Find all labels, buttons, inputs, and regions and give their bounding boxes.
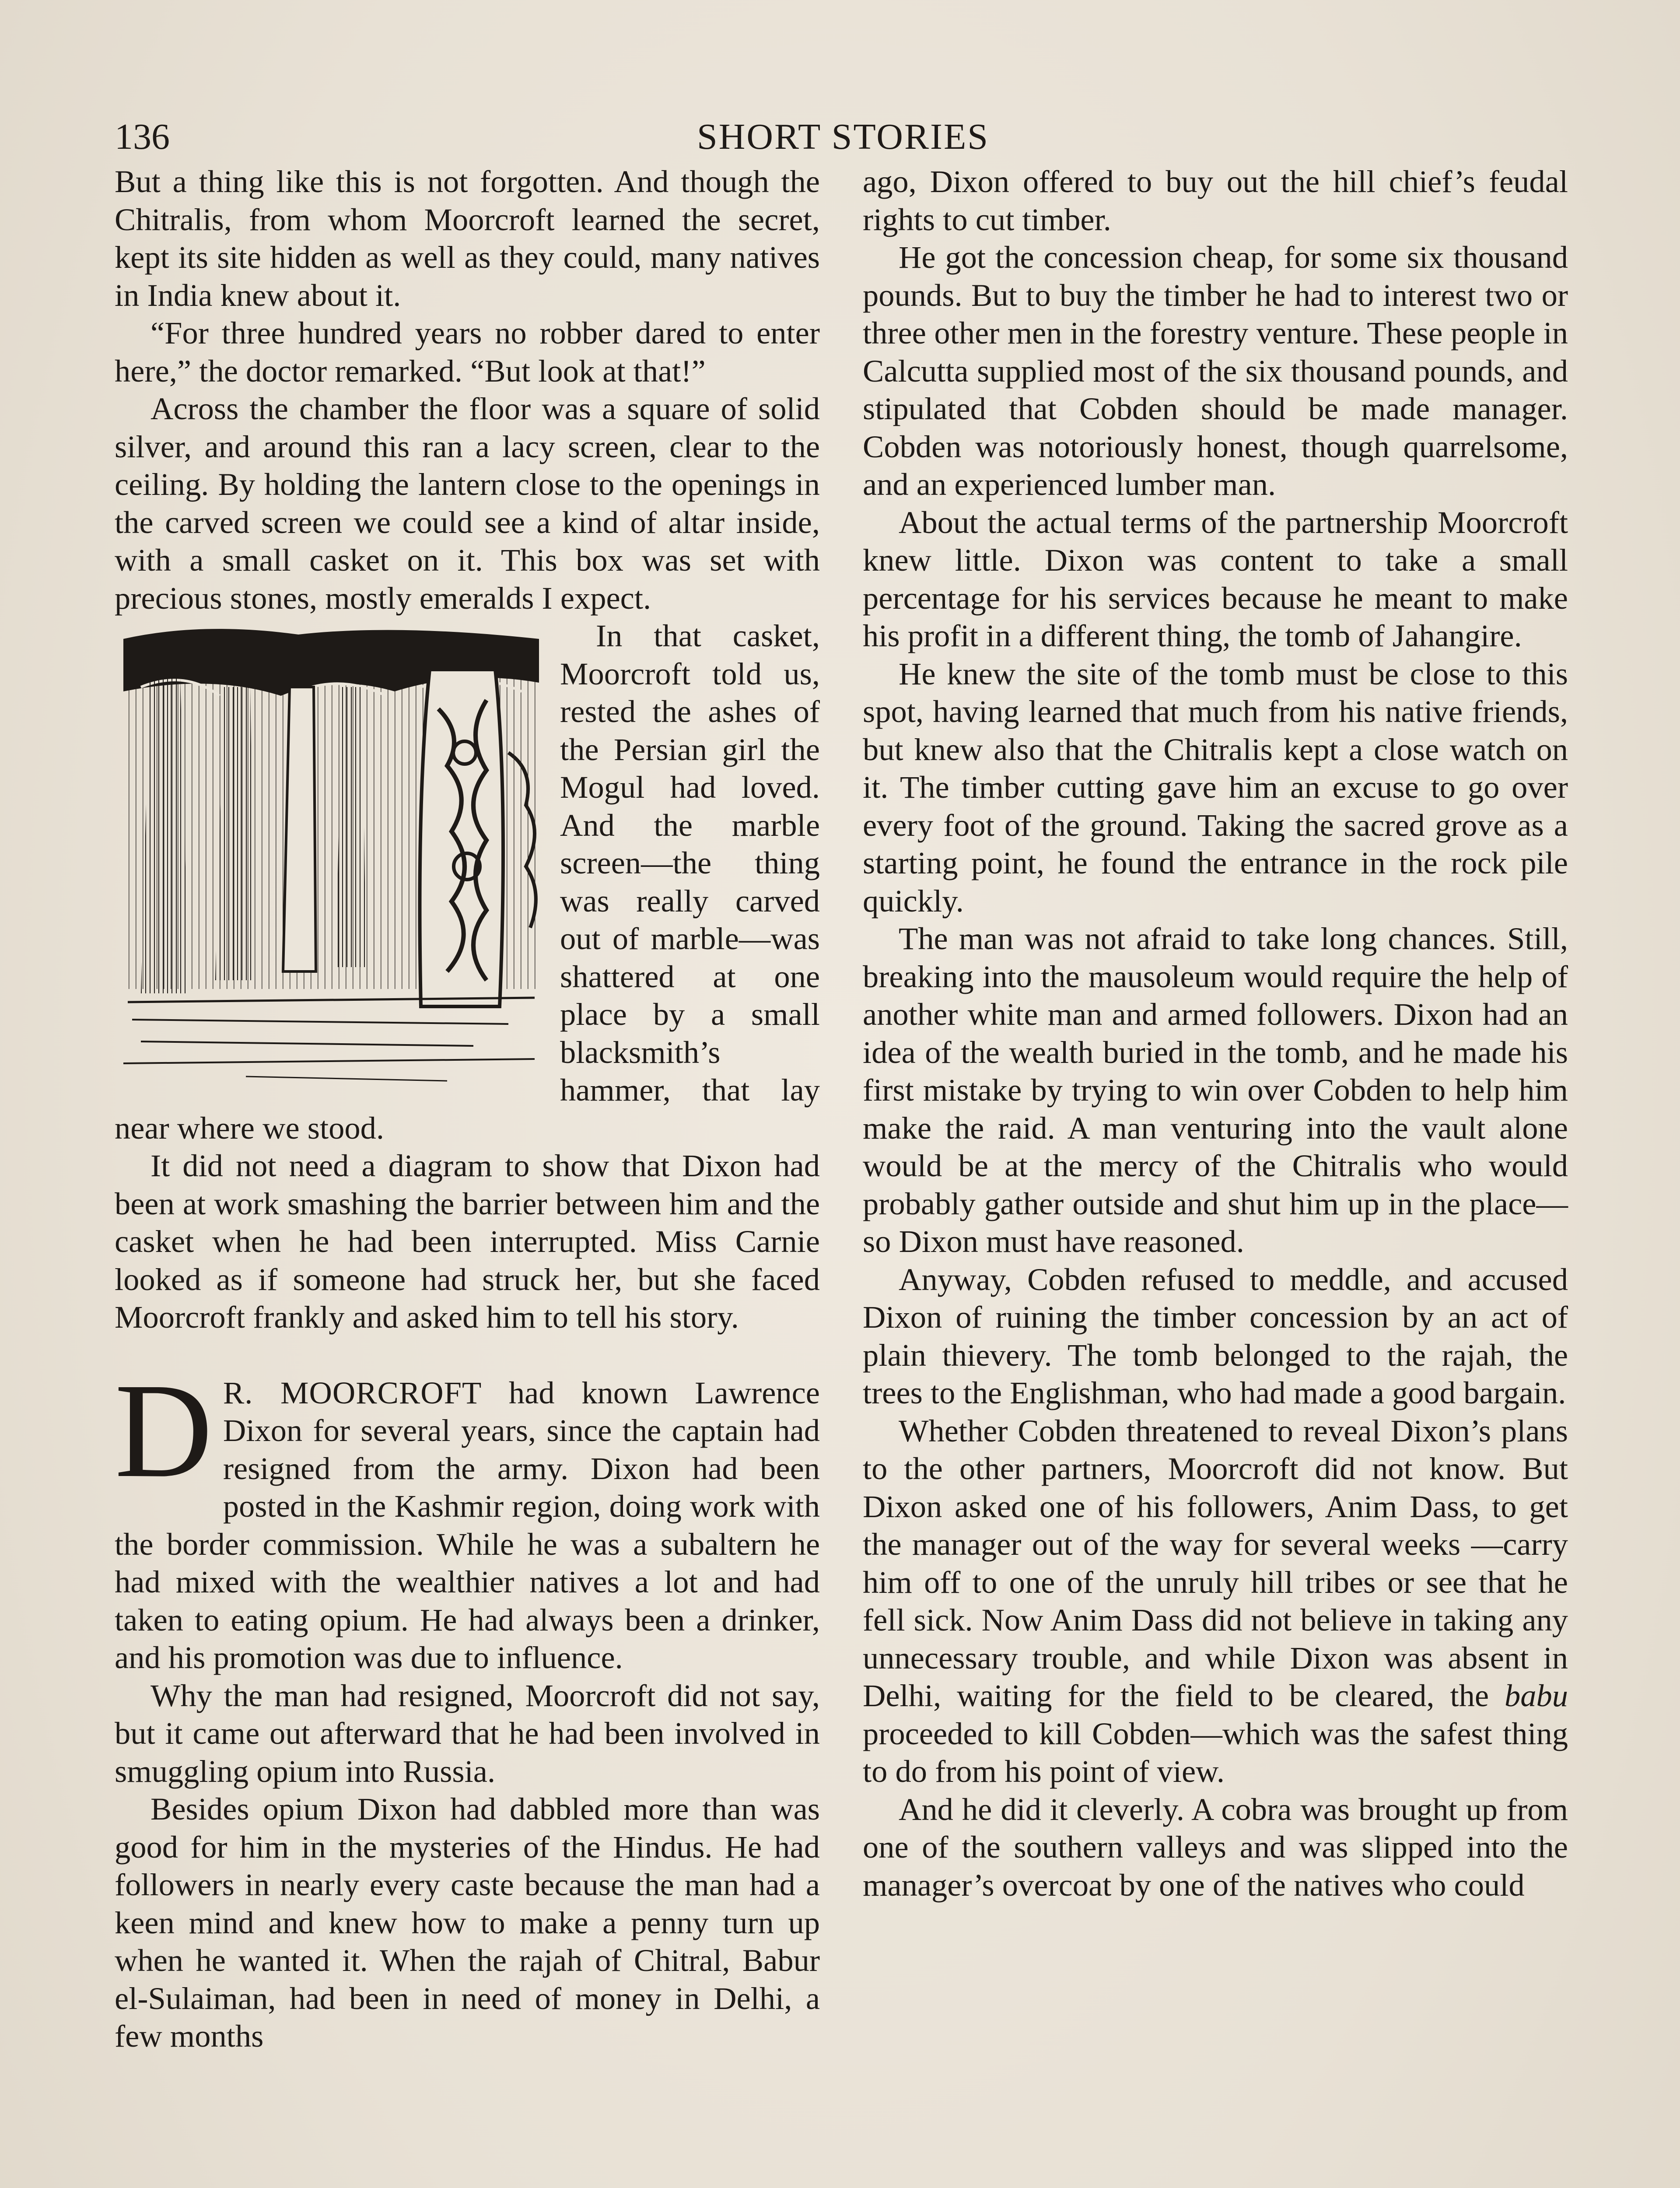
paragraph: Anyway, Cobden refused to meddle, and accused Dixon of ruining the timber concession by an act of plain thievery. The tomb belonged to the rajah, the trees to the Englishman, who had made a good bargain. <box>863 1261 1568 1410</box>
paragraph: “For three hundred years no robber dared to enter here,” the doctor remarked. “But look at that!” <box>115 315 820 389</box>
paragraph: ago, Dixon offered to buy out the hill chief’s feudal rights to cut timber. <box>863 164 1568 237</box>
paragraph-text: had known Lawrence Dixon for several years, since the captain had resigned from the army. Dixon had been posted in the Kashmir region, doing work with the border commission. While he was a subaltern he had mixed with the wealthier natives a lot and had taken to eating opium. He had always been a drinker, and his promotion was due to influence. <box>115 1375 820 1675</box>
paragraph: But a thing like this is not forgotten. And though the Chitralis, from whom Moorcroft learned the secret, kept its site hidden as well as they could, many natives in India knew about it. <box>115 164 820 313</box>
section-opening-paragraph <box>115 1355 820 1677</box>
opening-small-caps: R. MOORCROFT <box>223 1375 482 1410</box>
drop-cap-letter: D <box>115 1355 213 1506</box>
page-header <box>115 113 1572 161</box>
paragraph: About the actual terms of the partnership Moorcroft knew little. Dixon was content to take a small percentage for his services because he meant to make his profit in a different thing, the tomb of Jahangire. <box>863 504 1568 653</box>
paragraph-text: proceeded to kill Cobden—which was the safest thing to do from his point of view. <box>863 1715 1568 1789</box>
paragraph: Why the man had resigned, Moorcroft did not say, but it came out afterward that he had been involved in smuggling opium into Russia. <box>115 1677 820 1789</box>
running-title: SHORT STORIES <box>696 116 989 157</box>
paragraph: The man was not afraid to take long chances. Still, breaking into the mausoleum would require the help of another white man and armed followers. Dixon had an idea of the wealth buried in the tomb, and he made his first mistake by trying to win over Cobden to help him make the raid. A man venturing into the vault alone would be at the mercy of the Chitralis who would probably gather outside and shut him up in the place—so Dixon must have reasoned. <box>863 921 1568 1259</box>
paragraph: Besides opium Dixon had dabbled more than was good for him in the mysteries of the Hindus. He had followers in nearly every caste because the man had a keen mind and knew how to make a penny turn up when he wanted it. When the rajah of Chitral, Babur el-Sulaiman, had been in need of money in Delhi, a few months <box>115 1791 820 2054</box>
tree-grove-drawing <box>115 621 548 1087</box>
italic-word: babu <box>1505 1678 1568 1713</box>
paragraph: It did not need a diagram to show that Dixon had been at work smashing the barrier between him and the casket when he had been interrupted. Miss Carnie looked as if someone had struck her, but she faced Moorcroft frankly and asked him to tell his story. <box>115 1148 820 1335</box>
page-number: 136 <box>115 116 170 157</box>
paragraph: He got the concession cheap, for some six thousand pounds. But to buy the timber he had to interest two or three other men in the forestry venture. These people in Calcutta supplied most of the six thousand pounds, and stipulated that Cobden should be made manager. Cobden was notoriously honest, though quarrelsome, and an experienced lumber man. <box>863 239 1568 502</box>
forest-illustration <box>115 621 548 1087</box>
paragraph: In that casket, Moorcroft told us, rested the ashes of the Persian girl the Mogul had loved. And the marble screen—the thing was really carved out of marble—was shattered at one place by a small blacksmith’s hammer, that lay near where we stood. <box>115 618 820 1146</box>
paragraph: And he did it cleverly. A cobra was brought up from one of the southern valleys and was slipped into the manager’s overcoat by one of the natives who could <box>863 1791 1568 1903</box>
left-column <box>115 163 820 2055</box>
paragraph <box>863 1412 1568 1791</box>
right-column <box>863 163 1568 1904</box>
paragraph: He knew the site of the tomb must be close to this spot, having learned that much from his native friends, but knew also that the Chitralis kept a close watch on it. The timber cutting gave him an excuse to go over every foot of the ground. Taking the sacred grove as a starting point, he found the entrance in the rock pile quickly. <box>863 656 1568 919</box>
paragraph: Across the chamber the floor was a square of solid silver, and around this ran a lacy screen, clear to the ceiling. By holding the lantern close to the openings in the carved screen we could see a kind of altar inside, with a small casket on it. This box was set with precious stones, mostly emeralds I expect. <box>115 391 820 616</box>
paragraph-text: Whether Cobden threatened to reveal Dixon’s plans to the other partners, Moorcroft did not know. But Dixon asked one of his followers, Anim Dass, to get the manager out of the way for several weeks —carry him off to one of the unruly hill tribes or see that he fell sick. Now Anim Dass did not believe in taking any unnecessary trouble, and while Dixon was absent in Delhi, waiting for the field to be cleared, the <box>863 1413 1568 1713</box>
section-break <box>115 1336 820 1374</box>
